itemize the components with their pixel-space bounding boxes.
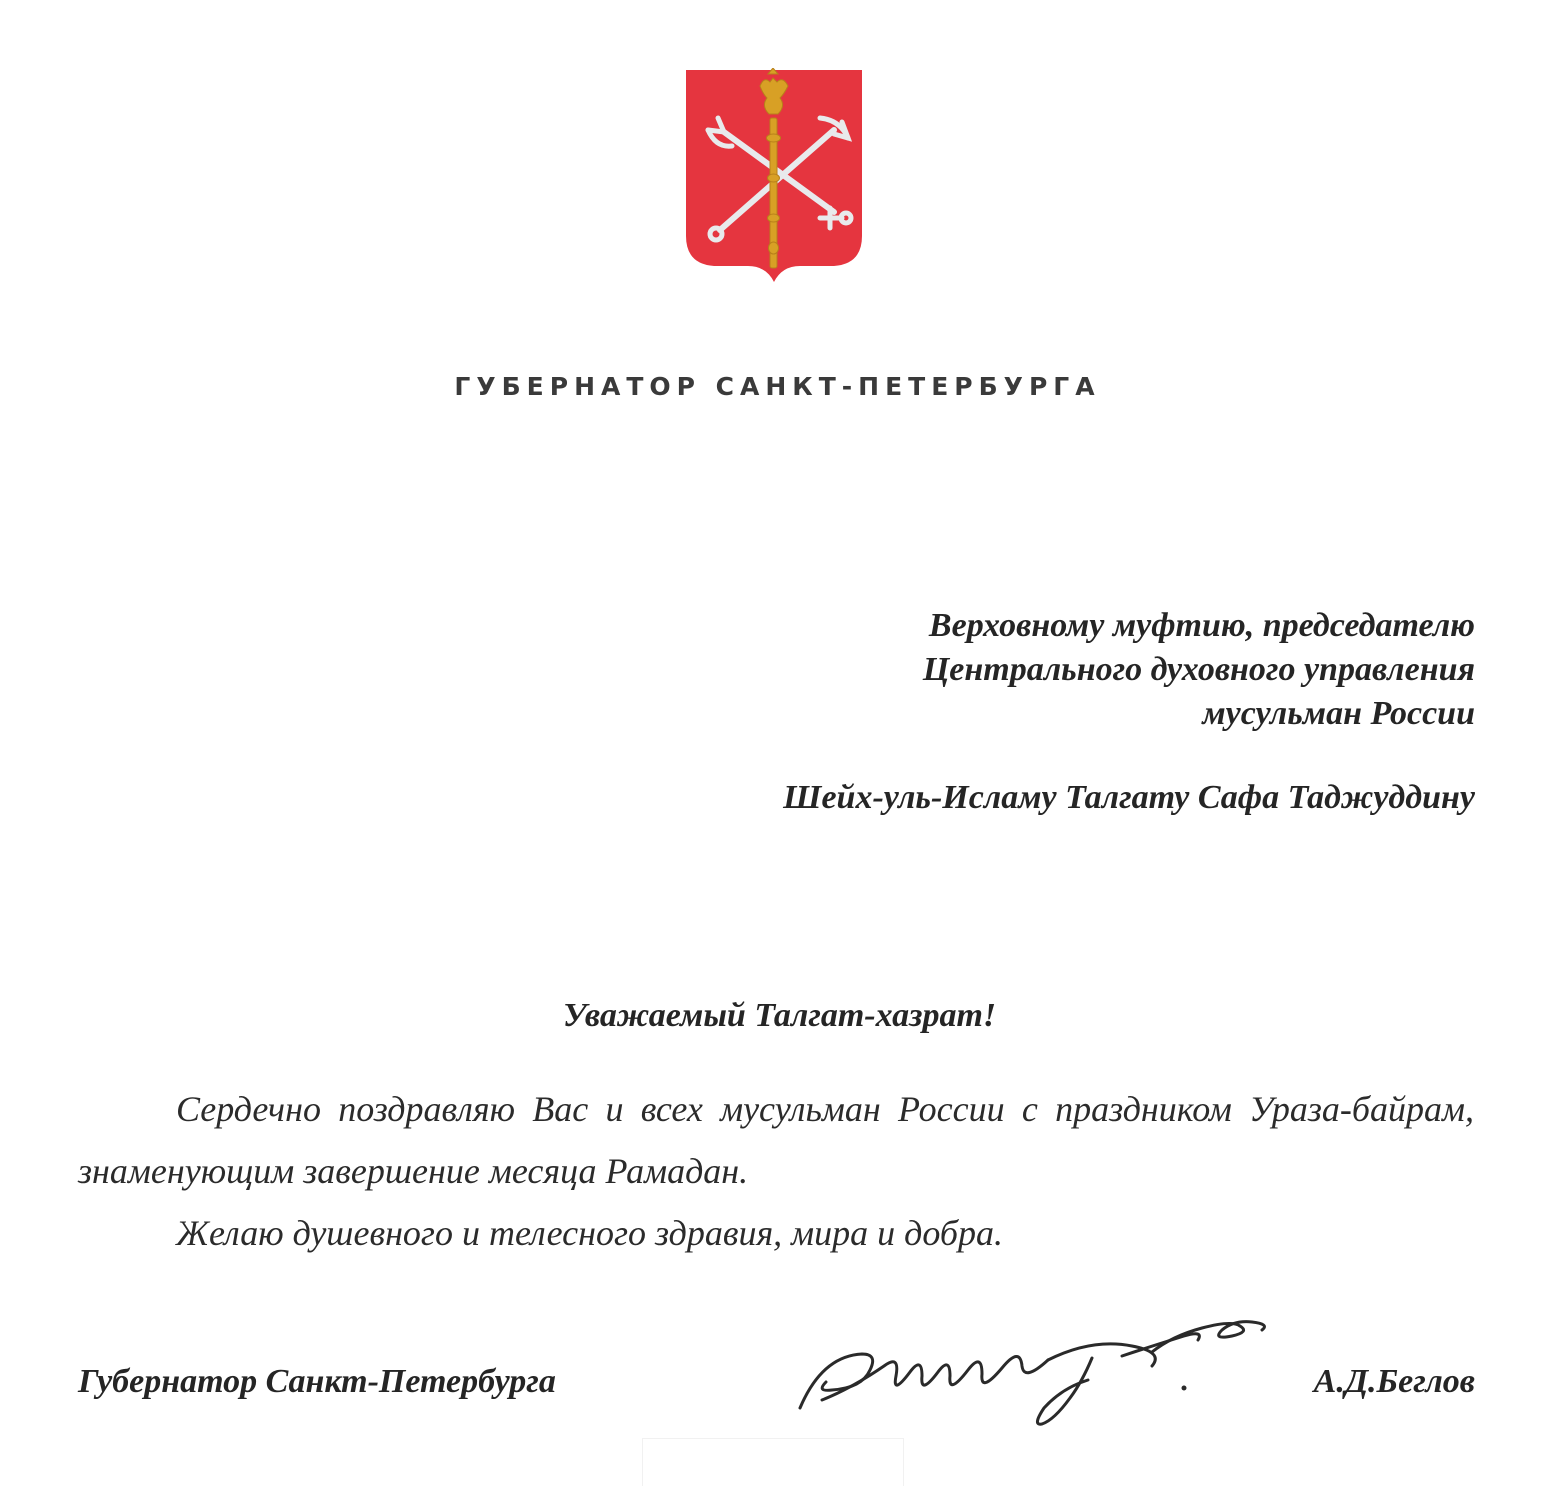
body-paragraph: Желаю душевного и телесного здравия, мира и добра. <box>176 1213 1003 1253</box>
letterhead-title: ГУБЕРНАТОР САНКТ-ПЕТЕРБУРГА <box>454 372 1101 401</box>
addressee-name: Шейх-уль-Исламу Талгату Сафа Таджуддину <box>783 779 1475 816</box>
addressee-line: Центрального духовного управления <box>922 651 1475 688</box>
signatory-name: А.Д.Беглов <box>1313 1363 1475 1400</box>
signatory-position: Губернатор Санкт-Петербурга <box>78 1363 556 1400</box>
handwritten-signature-icon <box>792 1296 1282 1436</box>
stamp-area <box>642 1438 904 1486</box>
coat-of-arms-icon <box>684 68 864 286</box>
letter-body <box>78 1078 1474 1264</box>
body-paragraph: Сердечно поздравляю Вас и всех мусульман России с праздником Ураза-байрам, знаменующим завершение месяца Рамадан. <box>78 1089 1474 1191</box>
addressee-title <box>923 604 1475 736</box>
addressee-line: Верховному муфтию, председателю <box>928 607 1475 644</box>
addressee-line: мусульман России <box>1202 695 1475 732</box>
salutation: Уважаемый Талгат-хазрат! <box>562 997 997 1034</box>
